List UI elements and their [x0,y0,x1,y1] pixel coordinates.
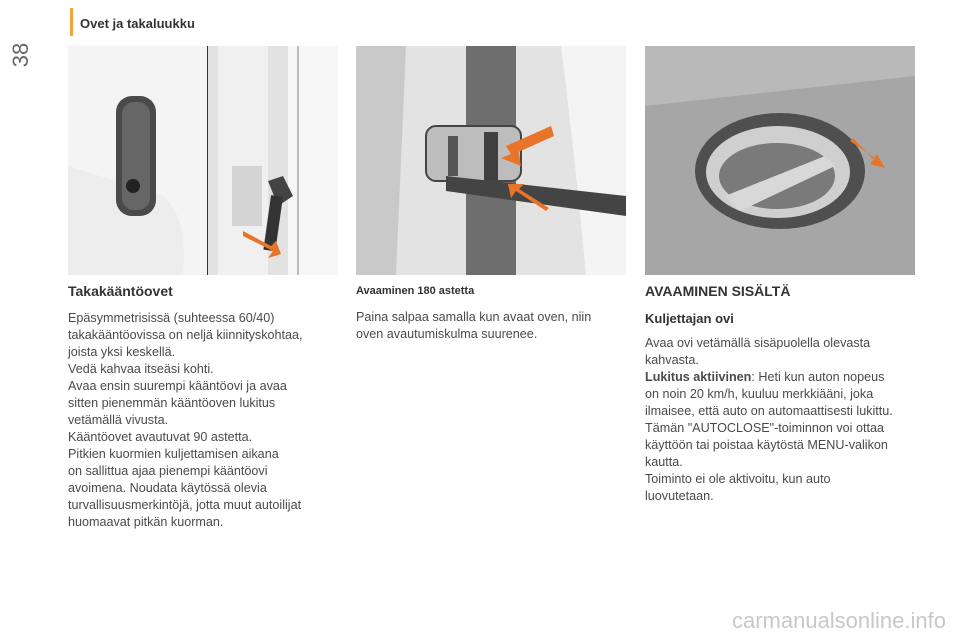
driver-door-text [645,386,920,505]
section-driver-door: Kuljettajan ovi [645,311,734,326]
lock-active-label: Lukitus aktiivinen [645,370,752,384]
hinge-180-text [356,309,631,343]
text-line: luovutetaan. [645,489,714,503]
title-rear-doors: Takakääntöovet [68,283,173,299]
subtitle-hinge-180: Avaaminen 180 astetta [356,285,475,297]
text-line: vetämällä vivusta. [68,413,169,427]
figure-hinge-180 [356,46,626,275]
text-line: ilmaisee, että auto on automaattisesti lukittu. [645,404,893,418]
text-line: Tämän "AUTOCLOSE"-toiminnon voi ottaa [645,421,884,435]
column-rear-doors [68,283,343,531]
text-line: Epäsymmetrisissä (suhteessa 60/40) [68,311,275,325]
text-line: avoimena. Noudata käytössä olevia [68,481,267,495]
text-line: kautta. [645,455,683,469]
text-line: kahvasta. [645,353,699,367]
text-line: on sallittua ajaa pienempi kääntöovi [68,464,268,478]
title-open-inside: AVAAMINEN SISÄLTÄ [645,283,791,299]
text-line: Pitkien kuormien kuljettamisen aikana [68,447,279,461]
text-line: Kääntöovet avautuvat 90 astetta. [68,430,253,444]
page-number: 38 [8,42,33,68]
text-line: takakääntöovissa on neljä kiinnityskohtaa, [68,328,303,342]
text-line: on noin 20 km/h, kuuluu merkkiääni, joka [645,387,874,401]
watermark: carmanualsonline.info [731,608,946,633]
text-line: turvallisuusmerkintöjä, jotta muut autoilijat [68,498,302,512]
text-line: Paina salpaa samalla kun avaat oven, niin [356,310,592,324]
header-accent-bar [70,8,73,36]
text-line: Avaa ensin suurempi kääntöovi ja avaa [68,379,287,393]
lock-active-text: : Heti kun auton nopeus [751,370,885,384]
text-line: joista yksi keskellä. [68,345,176,359]
column-open-inside [645,283,920,505]
text-line: huomaavat pitkän kuorman. [68,515,224,529]
section-header: Ovet ja takaluukku [80,16,195,31]
text-line: Avaa ovi vetämällä sisäpuolella olevasta [645,336,871,350]
text-line: sitten pienemmän kääntöoven lukitus [68,396,276,410]
driver-door-intro [645,335,920,369]
text-line: Vedä kahvaa itseäsi kohti. [68,362,214,376]
text-line: oven avautumiskulma suurenee. [356,327,538,341]
lock-active-paragraph [645,369,920,386]
text-line: käyttöön tai poistaa käytöstä MENU-valikon [645,438,888,452]
column-hinge-180 [356,283,631,343]
figure-driver-door-handle [645,46,915,275]
text-line: Toiminto ei ole aktivoitu, kun auto [645,472,831,486]
figure-rear-doors [68,46,338,275]
rear-doors-text [68,310,343,531]
